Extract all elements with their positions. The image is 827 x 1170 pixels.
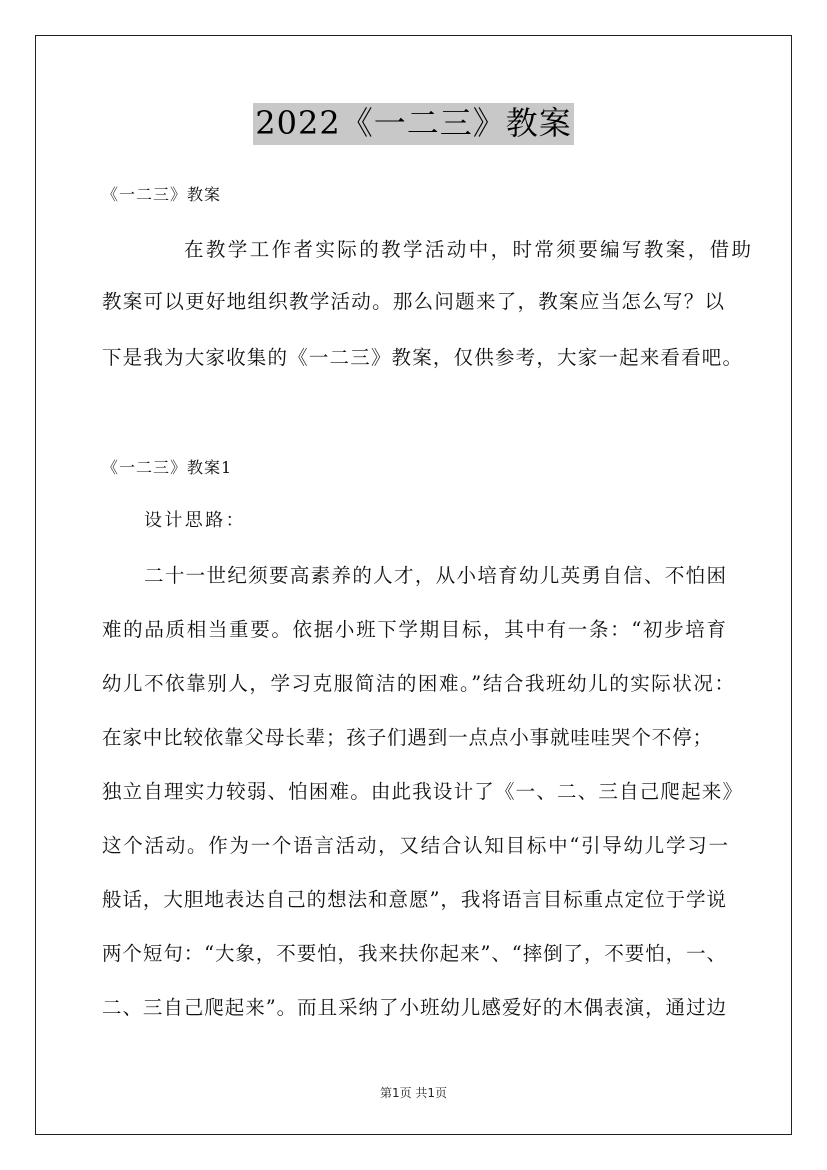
para-line-3: 幼儿不依靠别人，学习克服简洁的困难。”结合我班幼儿的实际状况：: [102, 672, 734, 695]
page-footer: 第1页 共1页: [379, 1086, 448, 1100]
para-line-5: 独立自理实力较弱、怕困难。由此我设计了《一、二、三自己爬起来》: [102, 780, 742, 803]
intro-line-2: 教案可以更好地组织教学活动。那么问题来了，教案应当怎么写？以: [102, 290, 724, 313]
title-text: 2022《一二三》教案: [253, 103, 573, 145]
document-title: [0, 103, 827, 145]
para-line-7: 般话，大胆地表达自己的想法和意愿”，我将语言目标重点定位于学说: [102, 888, 726, 911]
intro-line-1: 在教学工作者实际的教学活动中，时常须要编写教案，借助: [184, 238, 754, 261]
para-line-1: 二十一世纪须要高素养的人才，从小培育幼儿英勇自信、不怕困: [144, 564, 726, 587]
section-heading: 《一二三》教案1: [102, 458, 233, 477]
intro-line-3: 下是我为大家收集的《一二三》教案，仅供参考，大家一起来看看吧。: [102, 346, 742, 369]
design-label: 设计思路：: [144, 510, 246, 531]
para-line-2: 难的品质相当重要。依据小班下学期目标，其中有一条：“初步培育: [102, 618, 726, 641]
para-line-6: 这个活动。作为一个语言活动，又结合认知目标中“引导幼儿学习一: [102, 834, 728, 857]
para-line-8: 两个短句：“大象，不要怕，我来扶你起来”、“摔倒了，不要怕，一、: [102, 942, 726, 965]
para-line-4: 在家中比较依靠父母长辈；孩子们遇到一点点小事就哇哇哭个不停；: [102, 726, 712, 749]
para-line-9: 二、三自己爬起来”。而且采纳了小班幼儿感爱好的木偶表演，通过边: [102, 996, 726, 1019]
subtitle: 《一二三》教案: [102, 185, 222, 204]
